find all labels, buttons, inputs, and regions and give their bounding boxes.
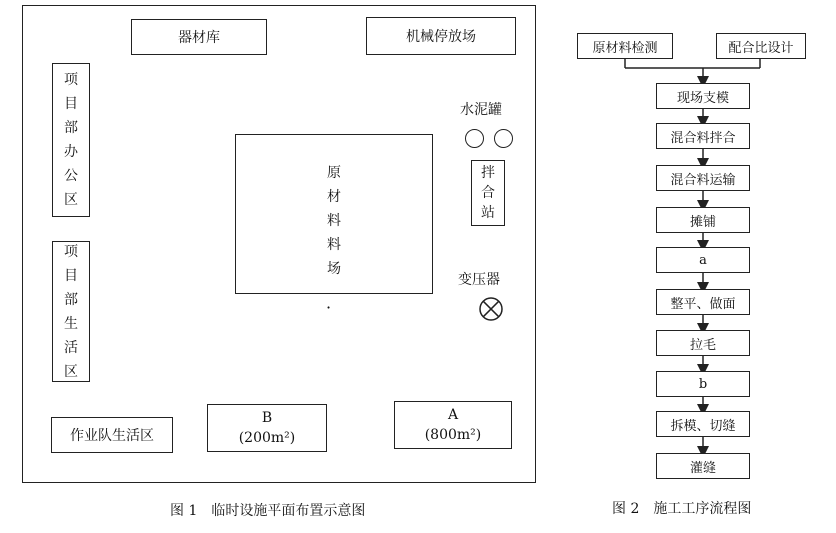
raw-material-char: 场: [327, 261, 341, 277]
stray-dot: ·: [326, 298, 332, 317]
flow-step-label: 混合料拌合: [670, 130, 736, 146]
cement-tank-label: 水泥罐: [460, 102, 502, 118]
flow-step-label: 整平、做面: [670, 296, 736, 312]
mixing-station-char: 站: [481, 205, 495, 221]
project-living-char: 部: [64, 291, 78, 308]
machinery-parking-label: 机械停放场: [406, 29, 476, 45]
transformer-label: 变压器: [458, 272, 500, 288]
flow-step-5: [656, 247, 750, 273]
figure2-caption: 图 2 施工工序流程图: [612, 501, 752, 517]
flow-step-label: 拆模、切缝: [670, 418, 736, 434]
area-a-size: (800m²): [424, 427, 482, 443]
raw-material-char: 原: [327, 165, 341, 181]
area-b-size: (200m²): [238, 430, 296, 446]
project-living-char: 生: [64, 315, 78, 332]
flow-step-label: 混合料运输: [670, 172, 736, 188]
flow-step-9: [656, 411, 750, 437]
project-living-char: 目: [64, 267, 78, 284]
flow-mix-design-label: 配合比设计: [728, 40, 794, 56]
flow-raw-material-test-label: 原材料检测: [592, 40, 658, 56]
team-living-label: 作业队生活区: [70, 428, 154, 444]
flow-step-2: [656, 123, 750, 149]
project-office-char: 目: [64, 96, 78, 112]
project-living-char: 项: [64, 243, 78, 260]
project-office-char: 公: [64, 168, 78, 184]
raw-material-char: 料: [327, 237, 341, 253]
flow-step-4: [656, 207, 750, 233]
equipment-store-label: 器材库: [178, 30, 220, 46]
mixing-station-char: 拌: [481, 165, 495, 181]
flow-step-label: 摊铺: [689, 214, 716, 230]
flow-step-label: 灌缝: [689, 460, 716, 476]
project-living-char: 区: [64, 363, 78, 380]
project-office-char: 区: [64, 192, 78, 208]
flow-step-label: b: [698, 376, 708, 392]
flow-step-label: a: [699, 252, 707, 268]
flow-step-8: [656, 371, 750, 397]
raw-material-char: 料: [327, 213, 341, 229]
mixing-station-char: 合: [481, 185, 495, 201]
flow-step-3: [656, 165, 750, 191]
flow-step-6: [656, 289, 750, 315]
flow-step-label: 现场支模: [676, 90, 729, 106]
area-b-name: B: [261, 410, 273, 426]
flow-raw-material-test: [577, 33, 673, 59]
area-a-name: A: [447, 407, 459, 423]
project-office-char: 办: [64, 144, 78, 160]
flow-step-1: [656, 83, 750, 109]
figure1-caption: 图 1 临时设施平面布置示意图: [170, 503, 366, 519]
flow-step-7: [656, 330, 750, 356]
project-living-char: 活: [64, 339, 78, 356]
flow-step-10: [656, 453, 750, 479]
raw-material-char: 材: [327, 189, 341, 205]
project-office-char: 部: [64, 120, 78, 136]
project-office-char: 项: [64, 72, 78, 88]
flow-step-label: 拉毛: [689, 337, 716, 353]
flow-mix-design: [716, 33, 806, 59]
